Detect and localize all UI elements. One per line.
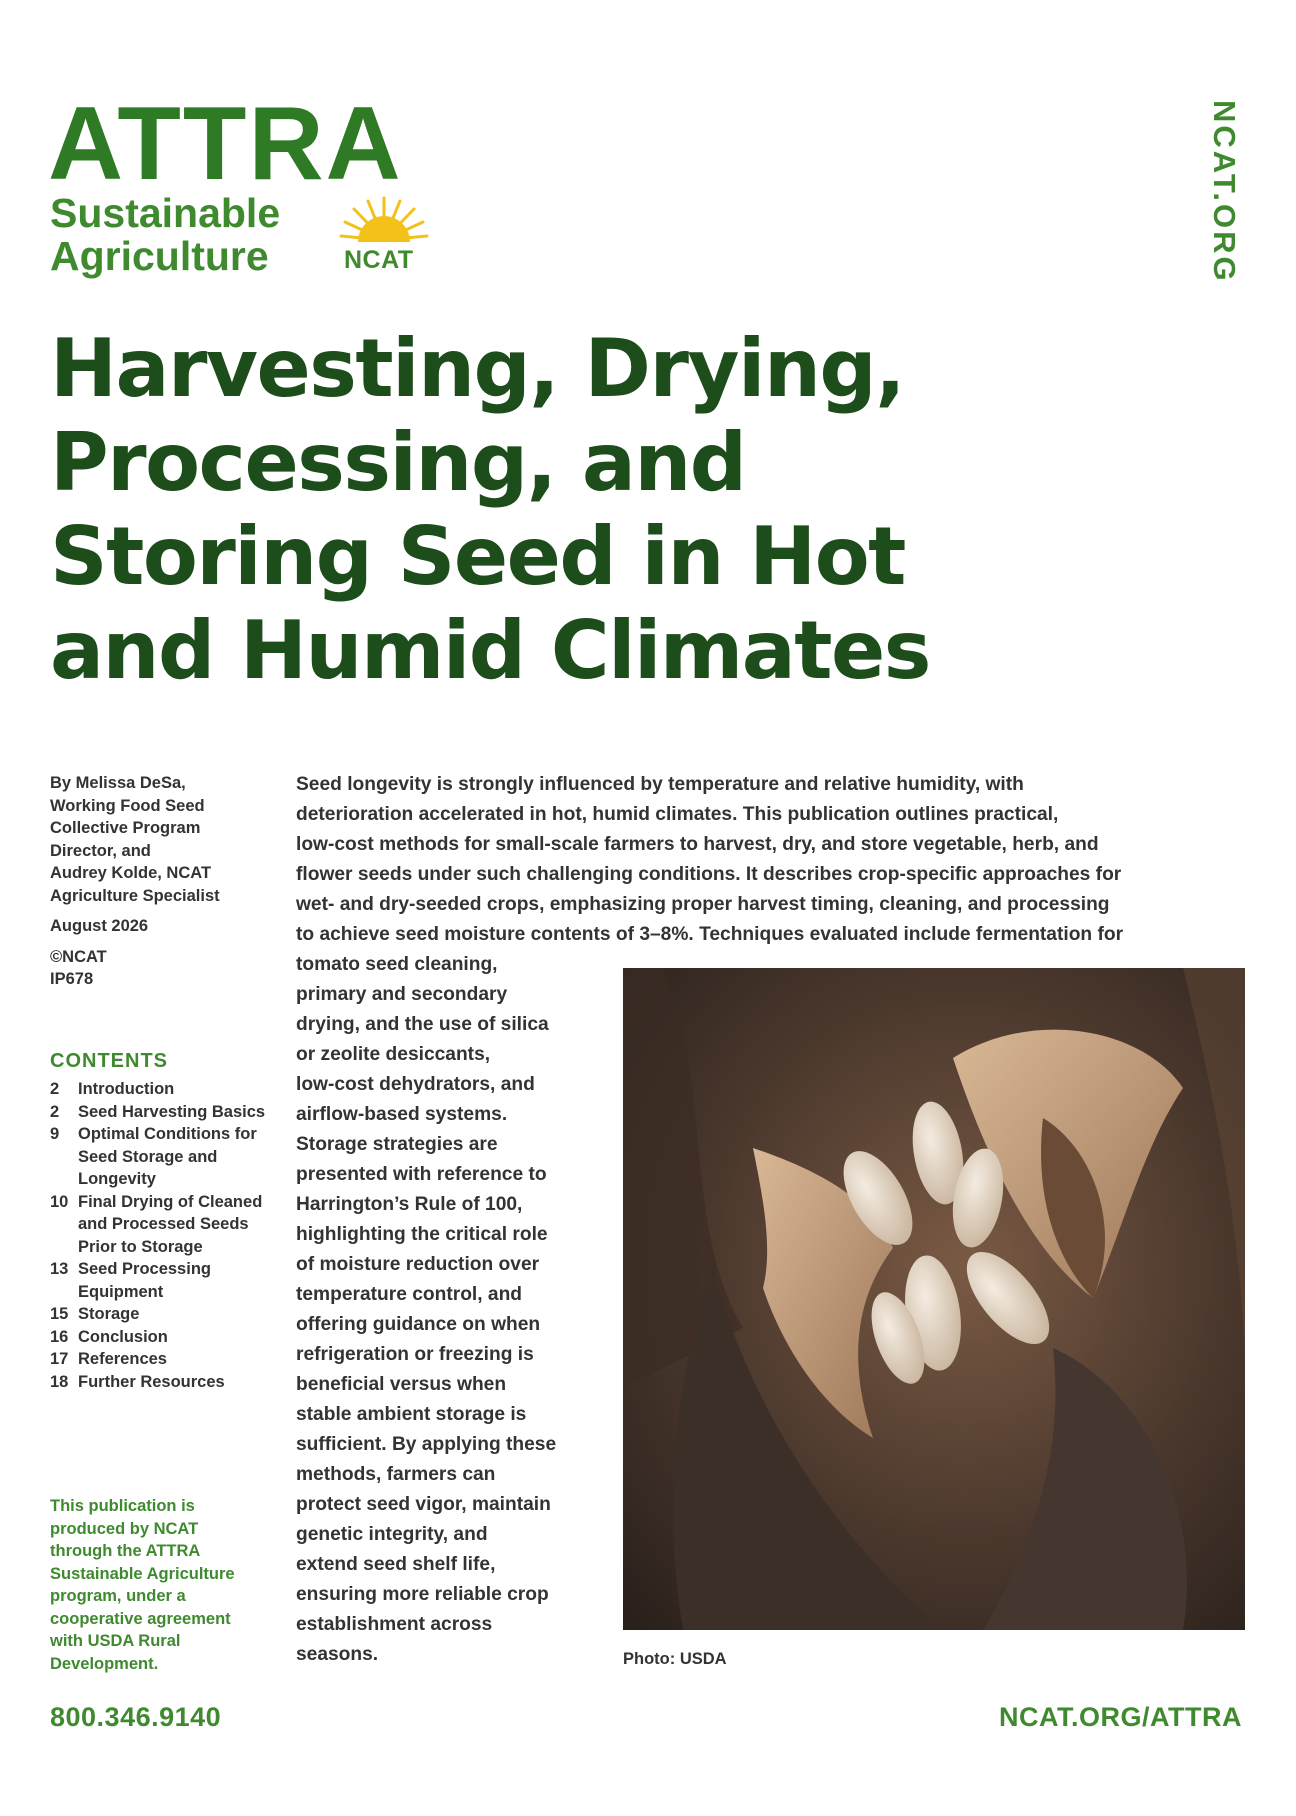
toc-title: Optimal Conditions for Seed Storage and Longevity	[78, 1125, 257, 1188]
abstract-line: of moisture reduction over	[296, 1254, 540, 1275]
abstract-line: low-cost methods for small-scale farmers to harvest, dry, and store vegetable, herb, and	[296, 834, 1099, 855]
toc-title: Final Drying of Cleaned and Processed Seeds Prior to Storage	[78, 1192, 263, 1256]
abstract-line: refrigeration or freezing is	[296, 1344, 534, 1365]
byline-line: Agriculture Specialist	[50, 886, 220, 905]
sun-icon	[338, 192, 430, 254]
toc-item[interactable]	[50, 1303, 275, 1326]
toc-item[interactable]	[50, 1348, 275, 1371]
blurb-line: program, under a	[50, 1587, 186, 1605]
abstract-line: sufficient. By applying these	[296, 1434, 557, 1455]
toc-item[interactable]	[50, 1258, 275, 1303]
byline-line: Working Food Seed	[50, 796, 205, 815]
abstract-line: methods, farmers can	[296, 1464, 496, 1485]
blurb-line: Sustainable Agriculture	[50, 1564, 235, 1583]
abstract-line: Storage strategies are	[296, 1134, 498, 1155]
abstract-line: establishment across	[296, 1614, 493, 1635]
toc-page-number: 16	[50, 1327, 69, 1346]
abstract-line: Harrington’s Rule of 100,	[296, 1194, 523, 1215]
title-line: Harvesting, Drying,	[50, 322, 905, 415]
seed-pod-photo	[623, 968, 1245, 1630]
toc-page-number: 9	[50, 1125, 60, 1143]
title-line: Storing Seed in Hot	[50, 510, 905, 603]
blurb-line: produced by NCAT	[50, 1519, 199, 1538]
attra-logo-wordmark: ATTRA	[48, 86, 403, 202]
publication-id: IP678	[50, 970, 94, 988]
program-blurb	[50, 1495, 265, 1675]
byline-line: Audrey Kolde, NCAT	[50, 864, 212, 882]
abstract-line: beneficial versus when	[296, 1374, 507, 1395]
logo-subtitle-line1: Sustainable	[50, 190, 281, 236]
ncat-logo-text: NCAT	[344, 246, 414, 274]
toc-title: Introduction	[78, 1080, 175, 1098]
title-line: Processing, and	[50, 416, 746, 509]
contents-heading: CONTENTS	[50, 1050, 168, 1072]
abstract-line: deterioration accelerated in hot, humid climates. This publication outlines practical,	[296, 804, 1059, 825]
footer-url-link[interactable]: NCAT.ORG/ATTRA	[999, 1702, 1242, 1732]
toc-item[interactable]	[50, 1078, 275, 1101]
abstract-line: highlighting the critical role	[296, 1224, 548, 1245]
copyright: ©NCAT	[50, 947, 107, 966]
abstract-line: genetic integrity, and	[296, 1524, 488, 1545]
toc-page-number: 2	[50, 1102, 60, 1121]
abstract-line: tomato seed cleaning,	[296, 954, 498, 975]
abstract-line: airflow-based systems.	[296, 1104, 508, 1125]
toc-title: Storage	[78, 1305, 140, 1323]
abstract-line: temperature control, and	[296, 1284, 523, 1305]
toc-title: Further Resources	[78, 1372, 225, 1391]
blurb-line: Development.	[50, 1654, 159, 1673]
toc-item[interactable]	[50, 1101, 275, 1124]
photo-caption: Photo: USDA	[623, 1650, 727, 1668]
abstract-line: presented with reference to	[296, 1164, 547, 1185]
publication-date: August 2026	[50, 917, 149, 935]
toc-item[interactable]	[50, 1123, 275, 1191]
blurb-line: through the ATTRA	[50, 1542, 201, 1560]
phone-number[interactable]: 800.346.9140	[50, 1702, 222, 1732]
abstract-line: ensuring more reliable crop	[296, 1584, 549, 1605]
toc-title: Seed Harvesting Basics	[78, 1102, 266, 1121]
author-info	[50, 772, 270, 991]
abstract-line: protect seed vigor, maintain	[296, 1494, 551, 1515]
title-line: and Humid Climates	[50, 604, 930, 697]
abstract-line: flower seeds under such challenging conditions. It describes crop-specific approaches for	[296, 864, 1122, 885]
abstract-line: wet- and dry-seeded crops, emphasizing proper harvest timing, cleaning, and processing	[296, 894, 1110, 915]
toc-title: Conclusion	[78, 1327, 168, 1346]
abstract-line: Seed longevity is strongly influenced by temperature and relative humidity, with	[296, 774, 1024, 795]
toc-page-number: 15	[50, 1305, 69, 1323]
abstract-line: low-cost dehydrators, and	[296, 1074, 535, 1095]
toc-title: Seed Processing Equipment	[78, 1260, 211, 1301]
byline-line: By Melissa DeSa,	[50, 774, 186, 792]
abstract-line: extend seed shelf life,	[296, 1554, 496, 1575]
abstract-line: to achieve seed moisture contents of 3–8%. Techniques evaluated include fermentation for	[296, 924, 1124, 945]
byline-line: Director, and	[50, 841, 151, 860]
toc-item[interactable]	[50, 1371, 275, 1394]
blurb-line: cooperative agreement	[50, 1609, 231, 1628]
abstract-line: or zeolite desiccants,	[296, 1044, 491, 1065]
toc-page-number: 2	[50, 1080, 60, 1098]
abstract-continued	[296, 950, 596, 1670]
abstract-line: seasons.	[296, 1644, 379, 1665]
toc-item[interactable]	[50, 1191, 275, 1259]
byline	[50, 772, 270, 907]
toc-page-number: 17	[50, 1350, 69, 1368]
side-ncat-url[interactable]: NCAT.ORG	[1207, 100, 1242, 284]
toc-title: References	[78, 1350, 167, 1368]
toc-page-number: 13	[50, 1260, 69, 1278]
blurb-line: This publication is	[50, 1497, 195, 1515]
abstract-line: primary and secondary	[296, 984, 508, 1005]
abstract-line: drying, and the use of silica	[296, 1014, 549, 1035]
byline-line: Collective Program	[50, 819, 201, 837]
toc-page-number: 18	[50, 1372, 69, 1391]
table-of-contents	[50, 1078, 275, 1393]
logo-subtitle	[50, 192, 280, 278]
page-title	[50, 322, 1190, 698]
abstract-line: offering guidance on when	[296, 1314, 541, 1335]
toc-item[interactable]	[50, 1326, 275, 1349]
abstract-line: stable ambient storage is	[296, 1404, 527, 1425]
logo-subtitle-line2: Agriculture	[50, 233, 269, 279]
blurb-line: with USDA Rural	[50, 1632, 181, 1650]
toc-page-number: 10	[50, 1192, 69, 1211]
abstract-intro	[296, 770, 1256, 950]
